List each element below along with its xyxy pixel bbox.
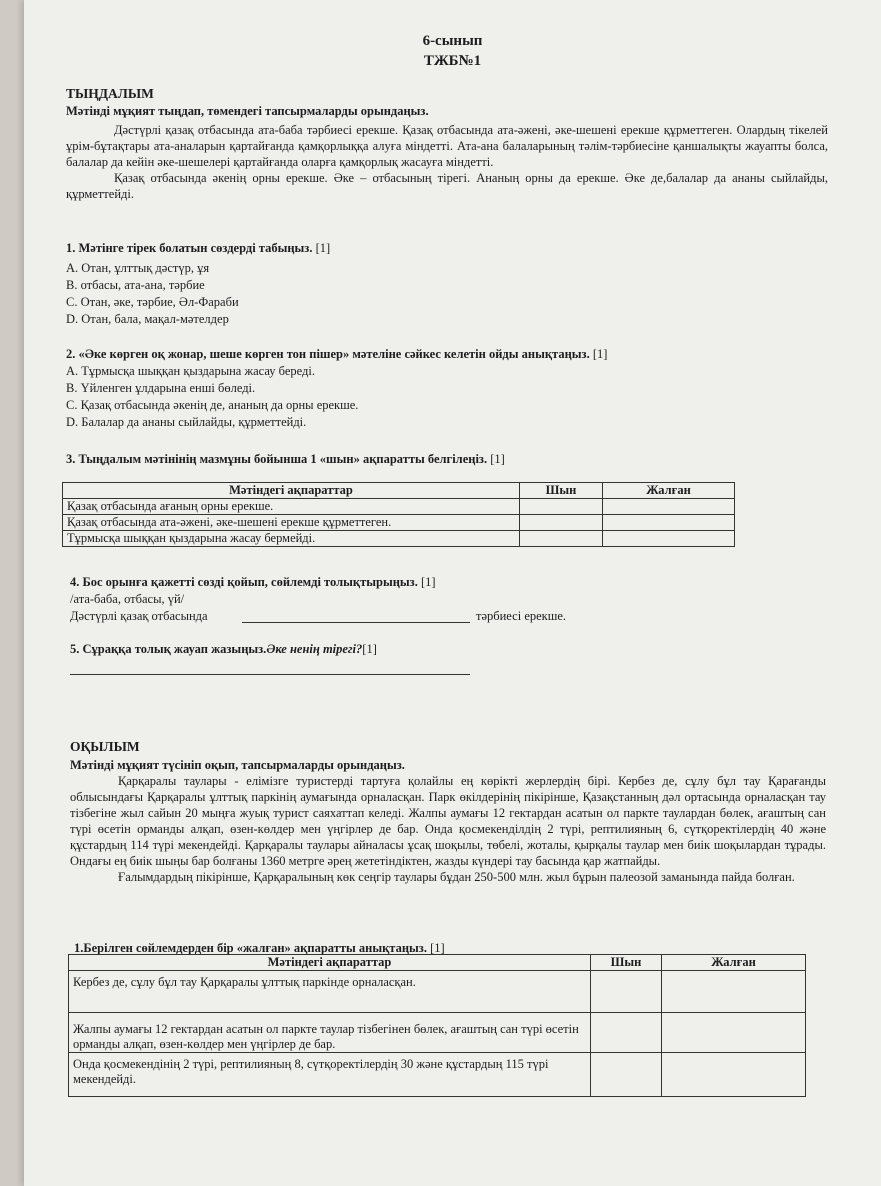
q4-sentence-end: тәрбиесі ерекше. bbox=[476, 609, 567, 623]
true-cell[interactable] bbox=[591, 971, 662, 1013]
table-row bbox=[69, 1013, 806, 1053]
reading-question-1-title: 1.Берілген сөйлемдерден бір «жалған» ақпаратты анықтаңыз. bbox=[74, 941, 427, 955]
question-5-question: Әке ненің тірегі? bbox=[266, 642, 363, 656]
header-false: Жалған bbox=[603, 483, 735, 499]
reading-title: ОҚЫЛЫМ bbox=[70, 739, 140, 754]
question-2-title: 2. «Әке көрген оқ жонар, шеше көрген тон пішер» мәтеліне сәйкес келетін ойды анықтаңыз. bbox=[66, 347, 590, 361]
header-info: Мәтіндегі ақпараттар bbox=[63, 483, 520, 499]
q2-option-a[interactable]: A. Тұрмысқа шыққан қыздарына жасау береді. bbox=[66, 364, 315, 378]
test-heading: ТЖБ№1 bbox=[423, 53, 482, 69]
true-cell[interactable] bbox=[591, 1053, 662, 1097]
false-cell[interactable] bbox=[603, 499, 735, 515]
listening-paragraph-1: Дәстүрлі қазақ отбасында ата-баба тәрбиесі ерекше. Қазақ отбасында ата-әжені, әке-шешені ерекше құрметтеген. Олардың тікелей ұрім-бұтақтары ата-аналарын қартайғанда қамқорлыққа алуға міндетті. Ата-ана балаларының тәлім-тәрбиесіне қаншалықты жауапты болса, балалар да кейін әке-шешелері қартайғанда оларға қамқорлық жасауға міндетті. bbox=[66, 123, 828, 169]
exam-sheet bbox=[24, 0, 881, 1186]
question-4-title: 4. Бос орынға қажетті сөзді қойып, сөйлемді толықтырыңыз. bbox=[70, 575, 418, 589]
table-row bbox=[63, 515, 735, 531]
question-4-score: [1] bbox=[417, 575, 436, 589]
q4-word-options: /ата-баба, отбасы, үй/ bbox=[70, 592, 185, 606]
row-statement: Қазақ отбасында ағаның орны ерекше. bbox=[63, 499, 520, 515]
table-header-row bbox=[69, 955, 806, 971]
listening-title: ТЫҢДАЛЫМ bbox=[66, 86, 154, 101]
question-1 bbox=[66, 240, 330, 256]
false-cell[interactable] bbox=[662, 1013, 806, 1053]
reading-question-1-score: [1] bbox=[426, 941, 445, 955]
q4-sentence-start: Дәстүрлі қазақ отбасында bbox=[70, 609, 208, 623]
true-cell[interactable] bbox=[520, 499, 603, 515]
header-true: Шын bbox=[591, 955, 662, 971]
reading-true-false-table bbox=[68, 954, 806, 1097]
q2-option-d[interactable]: D. Балалар да ананы сыйлайды, құрметтейді. bbox=[66, 415, 307, 429]
header-false: Жалған bbox=[662, 955, 806, 971]
row-statement: Кербез де, сұлу бұл тау Қарқаралы ұлттық паркінде орналасқан. bbox=[69, 971, 591, 1013]
false-cell[interactable] bbox=[662, 971, 806, 1013]
reading-paragraph-2: Ғалымдардың пікірінше, Қарқаралының көк сеңгір таулары бұдан 250-500 млн. жыл бұрын палеозой заманында пайда болған. bbox=[118, 870, 795, 884]
true-cell[interactable] bbox=[591, 1013, 662, 1053]
question-1-title: 1. Мәтінге тірек болатын сөздерді табыңыз. bbox=[66, 241, 313, 255]
question-2 bbox=[66, 346, 607, 362]
false-cell[interactable] bbox=[603, 531, 735, 547]
question-3-score: [1] bbox=[487, 452, 505, 466]
table-row bbox=[69, 971, 806, 1013]
question-3 bbox=[66, 451, 505, 467]
q3-true-false-table bbox=[62, 482, 735, 547]
q2-option-c[interactable]: C. Қазақ отбасында әкенің де, ананың да орны ерекше. bbox=[66, 398, 359, 412]
table-row bbox=[69, 1053, 806, 1097]
q4-blank-answer-line[interactable] bbox=[242, 622, 470, 623]
header-true: Шын bbox=[520, 483, 603, 499]
table-row bbox=[63, 499, 735, 515]
question-1-score: [1] bbox=[312, 241, 331, 255]
true-cell[interactable] bbox=[520, 531, 603, 547]
listening-text bbox=[66, 122, 828, 202]
true-cell[interactable] bbox=[520, 515, 603, 531]
question-5 bbox=[70, 641, 377, 657]
table-row bbox=[63, 531, 735, 547]
table-header-row bbox=[63, 483, 735, 499]
q1-option-c[interactable]: C. Отан, әке, тәрбие, Әл-Фараби bbox=[66, 295, 239, 309]
question-2-score: [1] bbox=[589, 347, 608, 361]
question-5-score: [1] bbox=[362, 642, 377, 656]
false-cell[interactable] bbox=[662, 1053, 806, 1097]
reading-paragraph-1: Қарқаралы таулары - елімізге туристерді тартуға қолайлы ең көрікті жерлердің бірі. Кербез де, сұлу бұл тау Қарағанды облысындағы Қарқаралы ұлттық паркінің аумағында орналасқан. Парк өкілдерінің пікірінше, Қазақстанның дәл ортасында орналасқан тау тізбегіне жыл сайын 20 мыңға жуық турист саяхаттап келеді. Жалпы аумағы 12 гектардан асатын ол паркте таулардан бөлек, ағаштың сан түрі өсетін орманды алқап, өзен-көлдер мен үңгірлер де бар. Онда қосмекенділдің 2 түрі, рептилияның 6, сүтқоректілердің 40 және құстардың 114 түрі мекендейді. Қарқаралы таулары айналасы ұсақ шоқылы, төбелі, жоталы, қырқалы таулар мен биік шоқылардан тұрады. Ондағы ең биік шыңы бар болғаны 1360 метрге әрең жететіндіктен, жазды күндері тау басында қар жатпайды. bbox=[70, 774, 826, 868]
q5-answer-line[interactable] bbox=[70, 674, 470, 675]
row-statement: Жалпы аумағы 12 гектардан асатын ол паркте таулар тізбегінен бөлек, ағаштың сан түрі өсетін орманды алқап, өзен-көлдер мен үңгірлер де бар. bbox=[69, 1013, 591, 1053]
row-statement: Қазақ отбасында ата-әжені, әке-шешені ерекше құрметтеген. bbox=[63, 515, 520, 531]
header-info: Мәтіндегі ақпараттар bbox=[69, 955, 591, 971]
question-4 bbox=[70, 574, 436, 590]
q2-option-b[interactable]: B. Үйленген ұлдарына енші бөледі. bbox=[66, 381, 256, 395]
reading-instruction: Мәтінді мұқият түсініп оқып, тапсырмаларды орындаңыз. bbox=[70, 758, 405, 772]
false-cell[interactable] bbox=[603, 515, 735, 531]
row-statement: Онда қосмекендінің 2 түрі, рептилияның 8, сүтқоректілердің 30 және құстардың 115 түрі мекендейді. bbox=[69, 1053, 591, 1097]
q1-option-d[interactable]: D. Отан, бала, мақал-мәтелдер bbox=[66, 312, 229, 326]
row-statement: Тұрмысқа шыққан қыздарына жасау бермейді. bbox=[63, 531, 520, 547]
page-shadow-edge bbox=[0, 0, 24, 1186]
q1-option-a[interactable]: A. Отан, ұлттық дәстүр, ұя bbox=[66, 261, 210, 275]
listening-instruction: Мәтінді мұқият тыңдап, төмендегі тапсырмаларды орындаңыз. bbox=[66, 104, 429, 118]
question-3-title: 3. Тыңдалым мәтінінің мазмұны бойынша 1 «шын» ақпаратты белгілеңіз. bbox=[66, 452, 488, 466]
listening-paragraph-2: Қазақ отбасында әкенің орны ерекше. Әке – отбасының тірегі. Ананың орны да ерекше. Әке де,балалар да ананы сыйлайды, құрметтейді. bbox=[66, 171, 828, 201]
question-5-title: 5. Сұраққа толық жауап жазыңыз. bbox=[70, 642, 267, 656]
grade-heading: 6-сынып bbox=[422, 33, 483, 49]
q1-option-b[interactable]: B. отбасы, ата-ана, тәрбие bbox=[66, 278, 205, 292]
reading-text bbox=[70, 773, 826, 885]
